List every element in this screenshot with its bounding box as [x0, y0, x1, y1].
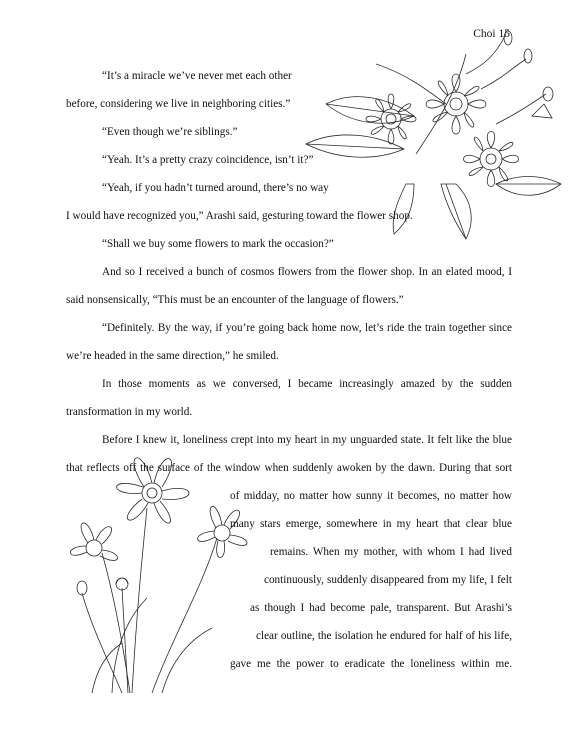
paragraph-line: before, considering we live in neighboring cities.” [66, 98, 291, 110]
paragraph-line: “Yeah, if you hadn’t turned around, there’s no way [102, 182, 329, 194]
paragraph-line: transformation in my world. [66, 406, 193, 418]
paragraph-line: “It’s a miracle we’ve never met each other [102, 70, 292, 82]
paragraph-line: And so I received a bunch of cosmos flowers from the flower shop. In an elated mood, I [102, 266, 512, 278]
paragraph-line: as though I had become pale, transparent. But Arashi’s [250, 602, 512, 614]
paragraph-line: said nonsensically, “This must be an encounter of the language of flowers.” [66, 294, 404, 306]
paragraph-line: “Yeah. It’s a pretty crazy coincidence, isn’t it?” [102, 154, 314, 166]
paragraph-line: “Even though we’re siblings.” [102, 126, 238, 138]
paragraph-line: “Shall we buy some flowers to mark the occasion?” [102, 238, 334, 250]
running-head: Choi 15 [473, 28, 510, 40]
paragraph-line: that reflects off the surface of the window when suddenly awoken by the dawn. During that sort [66, 462, 512, 474]
paragraph-line: clear outline, the isolation he endured for half of his life, [256, 630, 512, 642]
paragraph-line: gave me the power to eradicate the loneliness within me. [230, 658, 512, 670]
paragraph-line: “Definitely. By the way, if you’re going back home now, let’s ride the train together since [102, 322, 512, 334]
paragraph-line: many stars emerge, somewhere in my heart that clear blue [230, 518, 512, 530]
paragraph-line: of midday, no matter how sunny it becomes, no matter how [230, 490, 512, 502]
paragraph-line: continuously, suddenly disappeared from my life, I felt [264, 574, 512, 586]
paragraph-line: I would have recognized you,” Arashi said, gesturing toward the flower shop. [66, 210, 413, 222]
paragraph-line: remains. When my mother, with whom I had lived [270, 546, 512, 558]
paragraph-line: Before I knew it, loneliness crept into my heart in my unguarded state. It felt like the blue [102, 434, 512, 446]
paragraph-line: In those moments as we conversed, I became increasingly amazed by the sudden [102, 378, 512, 390]
paragraph-line: we’re headed in the same direction,” he smiled. [66, 350, 279, 362]
